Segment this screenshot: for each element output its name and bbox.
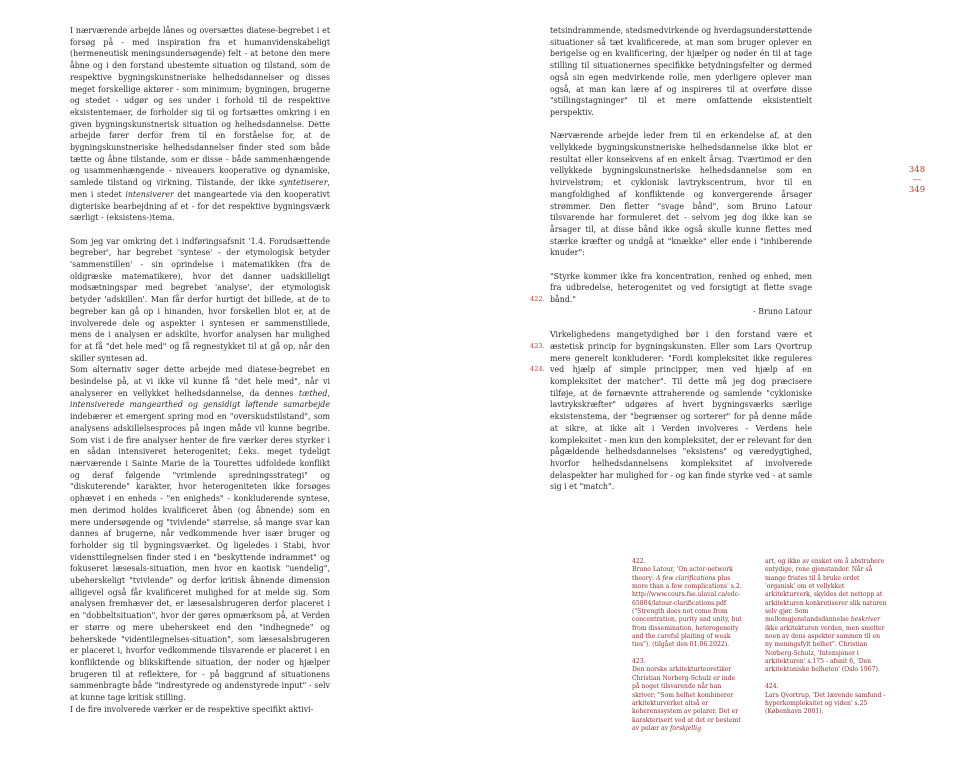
page-number-left: 348 — [908, 165, 926, 175]
page-numbers — [900, 165, 934, 195]
emphasis: tæthed, intensiverede mangearthed og gensidigt løftende samarbejde — [70, 388, 330, 410]
emphasis: forskjellig — [670, 724, 702, 732]
footnote-423 — [632, 658, 744, 733]
footnote-423-continued — [765, 558, 887, 675]
page-number-right: 349 — [908, 185, 926, 195]
footnote-ref-423[interactable]: 423. — [530, 341, 545, 350]
paragraph-3 — [70, 364, 330, 703]
text-run: plus more than a few complications' s.2. http://www.cours.fse.ulaval.ca/edc-65804/latour-clarifications.pdf ("Strength does not come from concentration, purity and unity, but from dissemination, heterogeneity and the careful plaiting of weak ties"). (tilgået den 01.06.2022). — [632, 574, 742, 649]
right-page-body — [530, 25, 812, 493]
text-run: , men i stedet — [70, 178, 330, 199]
footnote-423-part-a: Den norske arkitekturteoretiker Christian Norberg-Schulz er inde på noget tilsvarende når han skriver; "Som helhet kombinerer arkitekturverket altså er koherenssystem av polarer. Det er karakterisert ved at det er bestemt av polær av — [632, 666, 741, 732]
paragraph-2: Som jeg var omkring det i indføringsafsnit '1.4. Forudsættende begreber', har begrebet 'syntese' - der etymologisk betyder 'sammenstillen' - sin oprindelse i matematikken (fra de oldgræske matematikere), hvor det danner uadskilleligt modsætningspar med begrebet 'analyse', der etymologisk betyder 'adskillen'. Man får derfor hurtigt det billede, at de to begreber kan gå op i hinanden, hvor forskellen blot er, at de involverede dele og aspekter i syntesen er sammenstillede, mens de i analysen er adskilte, hvorfor analysen har mulighed for at få "det hele med" og få regnestykket til at gå op, når den skiller syntesen ad. — [70, 236, 330, 363]
paragraph-7-block — [530, 329, 812, 493]
footnote-ref-422[interactable]: 422. — [530, 295, 545, 304]
paragraph-5: tetsindrammende, stedsmedvirkende og hverdagsunderstøttende situationer så tæt kvalificerede, at man som bruger oplever en berigelse og en kvalificering, der hjælper og nøder én til at tage stilling til situationernes specifikke betydningsfelter og dermed også sin egen medvirkende rolle, men yderligere oplever man også, at man kan lære af og inspireres til at overføre disse "stillingstagninger" til et mere omfattende eksistentielt perspektiv. — [550, 26, 812, 117]
text-run: I nærværende arbejde lånes og oversættes diatese-begrebet i et forsøg på - med inspiration fra et humanvidenskabeligt (hermeneutisk meningsundersøgende) felt - at betone den mere åbne og i den forstand ubestemte situation og tilstand, som de respektive bygningskunstneriske helhedsdannelser og disses meget forskellige aktører - som minimum; bygningen, brugerne og stedet - udgør og ses under i forhold til de respektive eksistentemaer, de forholder sig til og fortsættes omkring i en given bygningskunstnerisk situation og helhedsdannelse. Dette arbejde fører derfor frem til en forståelse for, at de bygningskunstneriske helhedsdannelser finder sted som både tætte og åbne tilstande, som er disse - både sammenhængende og usammenhængende - niveauers kooperative og dynamiske, samlede tilstand og virkning. Tilstande, der ikke — [70, 26, 330, 188]
text-run: Som alternativ søger dette arbejde med diatese-begrebet en besindelse på, at vi ikke vil kunne få "det hele med", når vi analyserer en vellykket helhedsdannelse, da dennes — [70, 365, 330, 398]
quote-text: "Styrke kommer ikke fra koncentration, renhed og enhed, men fra udbredelse, heterogenitet og ved forsigtigt at flette svage bånd." — [550, 271, 812, 305]
left-page-body — [70, 25, 330, 715]
footnote-ref-424[interactable]: 424. — [530, 365, 545, 374]
emphasis: intensiverer — [125, 189, 174, 199]
footnote-number: 422. — [632, 558, 646, 565]
footnotes-column-2 — [765, 558, 887, 725]
block-quote — [530, 271, 812, 318]
footnotes-column-1 — [632, 558, 744, 742]
footnote-number: 424. — [765, 683, 779, 691]
quote-attribution: - Bruno Latour — [753, 306, 812, 316]
paragraph-6: Nærværende arbejde leder frem til en erkendelse af, at den vellykkede bygningskunstneriske helhedsdannelse ikke blot er resultat eller konsekvens af en enkelt årsag. Tværtimod er den vellykkede bygningskunstneriske helhedsdannelse som en hvirvelstrøm; et cyklonisk lavtrykscentrum, hvor til en mangfoldighed af konfliktende og konvergerende årsager strømmer. Den fletter "svage bånd", som Bruno Latour tilsvarende har formuleret det - selvom jeg dog ikke kan se årsager til, at disse bånd ikke også skulle kunne flettes med stærke kræfter og undgå at "knække" eller ende i "inhiberende knuder": — [550, 131, 812, 258]
text-run: det mangeartede via den kooperativt digteriske bearbejdning af et - for det respektive bygningsværk særligt - (eksistens-)tema. — [70, 189, 330, 223]
text-run: Lars Qvortrup, 'Det lærende samfund - hyperkompleksitet og viden' s.25 (København 2001). — [765, 691, 886, 716]
text-run: Bruno Latour, 'On actor-network theory: — [632, 566, 733, 582]
paragraph-4: I de fire involverede værker er de respektive specifikt aktivi- — [70, 704, 314, 714]
emphasis: syntetiserer — [279, 178, 328, 188]
paragraph-1 — [70, 25, 330, 224]
page-number-dash: — — [912, 175, 922, 185]
paragraph-7: Virkelighedens mangetydighed bør i den forstand være et æstetisk princip for bygningskunsten. Eller som Lars Qvortrup mere generelt konkluderer: "Fordi kompleksitet ikke reguleres ved hjælp af simple principper, men ved hjælp af en kompleksitet der matcher". Til dette må jeg dog præcisere tilføje, at de førnævnte attraherende og samlende "cykloniske lavtrykskræfter" udgøres af hvert bygningsværks særlige eksistenstema, der "begrænser og sorterer" for på denne måde at sikre, at ikke alt i Verden involveres - Verdens hele kompleksitet - men kun den kompleksitet, der er relevant for den pågældende helhedsdannelses "eksistens" og væredygtighed, hvorfor helhedsdannelsens kompleksitet af involverede delaspekter har mulighed for - og kan finde styrke ved - at samle sig i et "match". — [550, 330, 812, 492]
emphasis: beskriver — [850, 616, 880, 624]
footnote-423-part-c: ikke arkitekturen verden, men smelter noen av dens aspekter sammen til en ny meningsfylt helhet". Christian Norberg-Schulz, 'Intensjoner i arkitekturen' s.175 - afsnit 6, 'Den arkitektoniske helheten' (Oslo 1967). — [765, 624, 885, 674]
emphasis: A few clarifications — [656, 574, 716, 582]
footnote-423-part-b: art, og ikke av ensket om å abstrahere entydige, rene gjenstander. Når så mange fristes til å bruke ordet 'organisk' om et vellykket arkitekturverk, skyldes det nettopp at arkitekturen konkretiserer slik naturen selv gjør. Som mellomgjenstandsdannelse — [765, 558, 887, 624]
footnote-424 — [765, 683, 887, 716]
footnote-422 — [632, 558, 744, 650]
text-run: indebærer et emergent spring mod en "overskudstilstand", som analysens adskillelsesproces på ingen måde vil kunne begribe. Som vist i de fire analyser henter de fire værker deres styrker i en sådan intensiveret heterogenitet; f.eks. meget tydeligt nærværende i Sainte Marie de la Tourettes udfoldede konflikt og deraf følgende "vrimlende spredningsstrategi" og "diskuterende" karakter, hvor heterogeniteten ikke forsøges ophævet i en enheds - "en enigheds" - konkluderende syntese, men derimod holdes kvalificeret åben (og åbnende) som en mere undersøgende og "tvivlende" størrelse, så mange svar kan dannes af brugerne, når vedkommende hver især bruger og forholder sig til bygningsværket. Og ligeledes i Stabi, hvor vidensttilegnelsen finder sted i en "beskyttende indrammet" og fokuseret læsesals-situation, men hvor en kaotisk "uendelig", ubeherskeligt "tvivlende" og derfor kritisk åbnende dimension alligevel også får kvalificeret mulighed for at melde sig. Som analysen fremhæver det, er læsesalsbrugeren derfor placeret i en "dobbeltsituation", hvor der gøres opmærksom på, at Verden er større og mere ubeherskeet end den "indhegnede" og beherskede "videntilegnelses-situation", som læsesalsbrugeren er placeret i, hvorfor vedkommende tilsvarende er placeret i en konfliktende og blikskiftende situation, der noder og hjælper brugeren til at reflektere, for - på baggrund af situationens sammenbragte både "indrestyrede og andenstyrede input" - selv at kunne tage kritisk stilling. — [70, 412, 330, 703]
footnote-number: 423. — [632, 658, 646, 666]
